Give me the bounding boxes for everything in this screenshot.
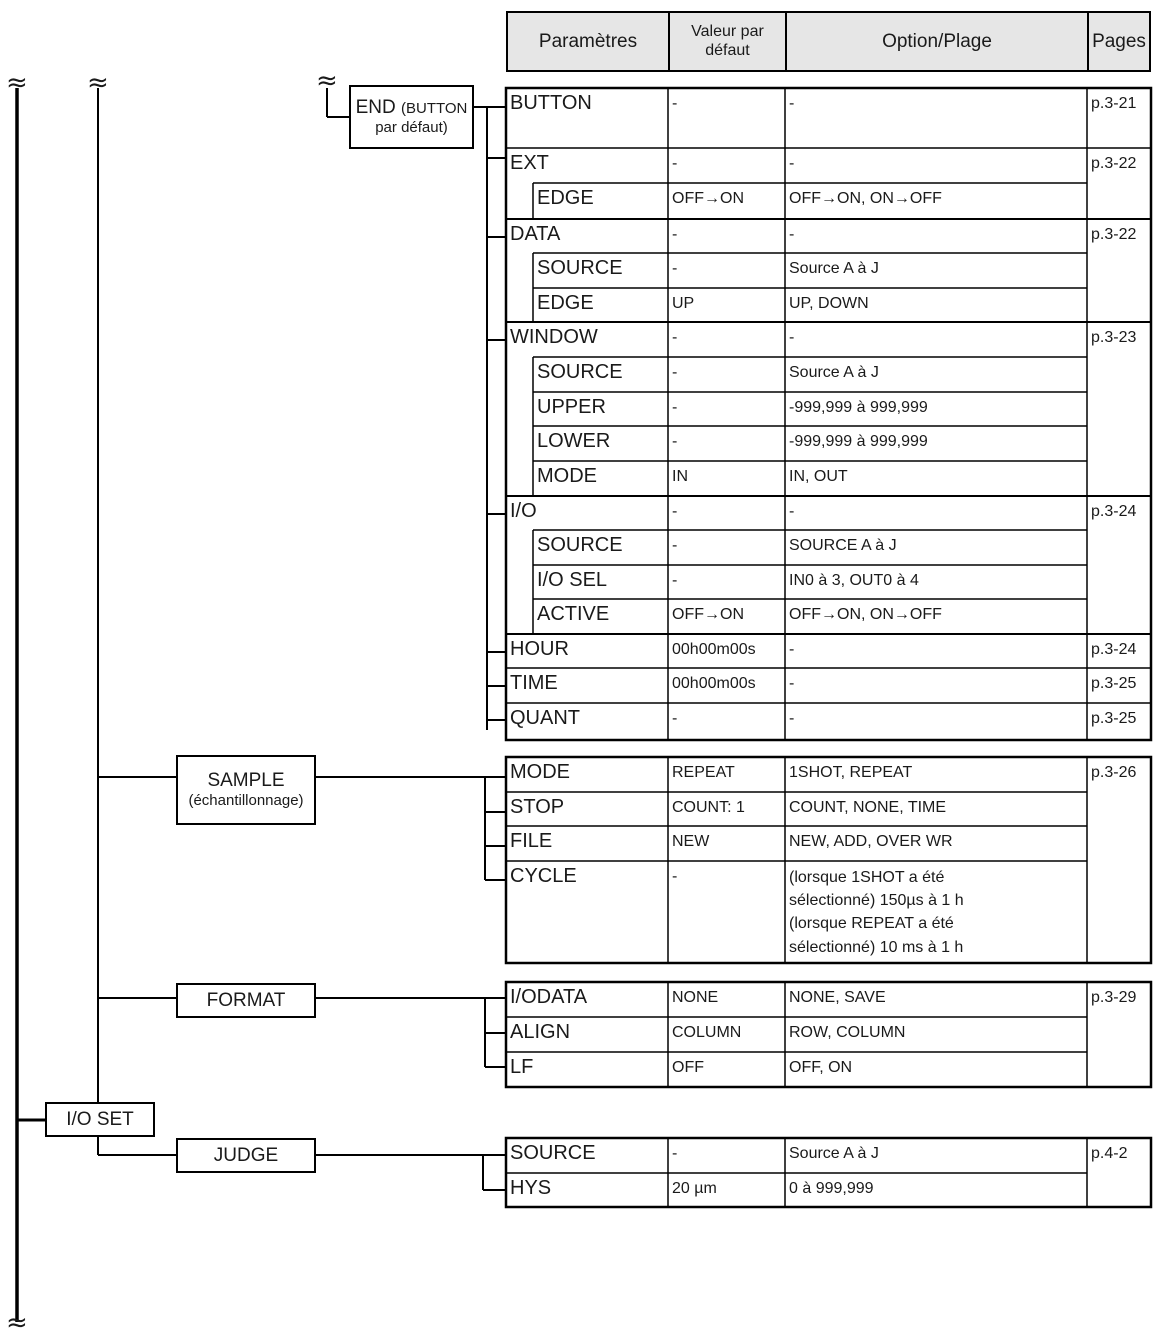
default-cell: COUNT: 1 bbox=[672, 799, 745, 816]
page-cell: p.3-22 bbox=[1091, 226, 1137, 243]
option-cell: Source A à J bbox=[789, 364, 879, 381]
default-cell: 00h00m00s bbox=[672, 641, 756, 658]
default-cell: 00h00m00s bbox=[672, 675, 756, 692]
default-cell: - bbox=[672, 155, 678, 172]
param-cell: UPPER bbox=[537, 396, 606, 418]
end-node-box bbox=[349, 85, 474, 149]
param-cell: EDGE bbox=[537, 292, 594, 314]
page-cell: p.3-26 bbox=[1091, 764, 1137, 781]
default-cell: NEW bbox=[672, 833, 710, 850]
default-cell: - bbox=[672, 572, 678, 589]
header-default-line2: défaut bbox=[705, 41, 750, 59]
default-cell: - bbox=[672, 1145, 678, 1162]
option-cell: - bbox=[789, 503, 795, 520]
default-cell: OFF→ON bbox=[672, 190, 744, 207]
param-cell: CYCLE bbox=[510, 865, 577, 887]
end-node-line1 bbox=[356, 97, 468, 119]
page-cell: p.3-29 bbox=[1091, 989, 1137, 1006]
option-line: (lorsque REPEAT a été bbox=[789, 915, 954, 933]
option-line: (lorsque 1SHOT a été bbox=[789, 869, 945, 886]
sample-node-note: (échantillonnage) bbox=[188, 792, 304, 810]
end-node-label: END bbox=[355, 97, 396, 119]
default-cell: - bbox=[672, 364, 678, 381]
option-cell: IN, OUT bbox=[789, 468, 848, 485]
option-cell: - bbox=[789, 95, 795, 112]
default-cell: 20 µm bbox=[672, 1180, 717, 1197]
option-cell: - bbox=[789, 710, 795, 727]
param-cell: SOURCE bbox=[537, 534, 623, 556]
option-cell: Source A à J bbox=[789, 1145, 879, 1162]
option-cell: 0 à 999,999 bbox=[789, 1180, 874, 1197]
option-cell: NEW, ADD, OVER WR bbox=[789, 833, 953, 850]
default-cell: - bbox=[672, 226, 678, 243]
option-cell: OFF→ON, ON→OFF bbox=[789, 606, 942, 623]
param-cell: TIME bbox=[510, 672, 558, 694]
option-cell: - bbox=[789, 226, 795, 243]
param-cell: BUTTON bbox=[510, 92, 592, 114]
header-pages: Pages bbox=[1087, 11, 1151, 72]
page-cell: p.3-25 bbox=[1091, 710, 1137, 727]
option-line: sélectionné) 10 ms à 1 h bbox=[789, 938, 964, 956]
option-cell: -999,999 à 999,999 bbox=[789, 433, 928, 450]
option-cell: - bbox=[789, 329, 795, 346]
break-symbol-icon: ≈ bbox=[316, 66, 338, 96]
param-cell: ALIGN bbox=[510, 1021, 571, 1043]
default-cell: - bbox=[672, 399, 678, 416]
option-cell: SOURCE A à J bbox=[789, 537, 897, 554]
option-cell: - bbox=[789, 641, 795, 658]
param-cell: DATA bbox=[510, 223, 561, 245]
option-cell: Source A à J bbox=[789, 260, 879, 277]
default-cell: UP bbox=[672, 295, 695, 312]
sample-node-label: SAMPLE bbox=[207, 770, 285, 792]
option-cell: OFF, ON bbox=[789, 1059, 853, 1076]
default-cell: OFF→ON bbox=[672, 606, 744, 623]
page-cell: p.4-2 bbox=[1091, 1145, 1128, 1162]
default-cell: - bbox=[672, 868, 678, 885]
default-cell: NONE bbox=[672, 989, 719, 1006]
param-cell: HYS bbox=[510, 1177, 552, 1199]
page-cell: p.3-24 bbox=[1091, 641, 1137, 658]
param-cell: SOURCE bbox=[537, 257, 623, 279]
page-cell: p.3-22 bbox=[1091, 155, 1137, 172]
param-cell: LOWER bbox=[537, 430, 611, 452]
page-cell: p.3-25 bbox=[1091, 675, 1137, 692]
default-cell: - bbox=[672, 537, 678, 554]
param-cell: I/O bbox=[510, 500, 537, 522]
option-cell: - bbox=[789, 675, 795, 692]
option-cell: UP, DOWN bbox=[789, 295, 869, 312]
page-cell: p.3-23 bbox=[1091, 329, 1137, 346]
default-cell: COLUMN bbox=[672, 1024, 742, 1041]
default-cell: - bbox=[672, 503, 678, 520]
param-cell: EDGE bbox=[537, 187, 594, 209]
param-cell: MODE bbox=[510, 761, 570, 783]
param-cell: I/O SEL bbox=[537, 569, 608, 591]
param-cell: HOUR bbox=[510, 638, 569, 660]
default-cell: - bbox=[672, 260, 678, 277]
param-cell: FILE bbox=[510, 830, 553, 852]
option-cell: OFF→ON, ON→OFF bbox=[789, 190, 942, 207]
param-cell: ACTIVE bbox=[537, 603, 610, 625]
option-line: sélectionné) 150µs à 1 h bbox=[789, 892, 964, 910]
param-cell: I/ODATA bbox=[510, 986, 588, 1008]
header-option-range: Option/Plage bbox=[785, 11, 1087, 72]
default-cell: IN bbox=[672, 468, 688, 485]
option-cell: COUNT, NONE, TIME bbox=[789, 799, 947, 816]
end-node-note-line2: par défaut) bbox=[375, 119, 448, 137]
param-cell: SOURCE bbox=[510, 1142, 596, 1164]
default-cell: REPEAT bbox=[672, 764, 735, 781]
io-set-root-box: I/O SET bbox=[45, 1102, 155, 1137]
default-cell: - bbox=[672, 433, 678, 450]
param-cell: STOP bbox=[510, 796, 565, 818]
param-cell: QUANT bbox=[510, 707, 580, 729]
option-cell: -999,999 à 999,999 bbox=[789, 399, 928, 416]
page-cell: p.3-24 bbox=[1091, 503, 1137, 520]
option-cell: 1SHOT, REPEAT bbox=[789, 764, 913, 781]
option-cell-multiline bbox=[785, 861, 1087, 959]
format-node-box: FORMAT bbox=[176, 983, 316, 1018]
header-parameters: Paramètres bbox=[506, 11, 668, 72]
option-cell: ROW, COLUMN bbox=[789, 1024, 906, 1041]
default-cell: - bbox=[672, 710, 678, 727]
break-symbol-icon: ≈ bbox=[6, 68, 28, 98]
option-cell: IN0 à 3, OUT0 à 4 bbox=[789, 572, 919, 589]
end-node-note: (BUTTON bbox=[401, 100, 468, 118]
header-default-line1: Valeur par bbox=[691, 23, 764, 41]
default-cell: - bbox=[672, 95, 678, 112]
break-symbol-icon: ≈ bbox=[87, 68, 109, 98]
param-cell: EXT bbox=[510, 152, 549, 174]
param-cell: LF bbox=[510, 1056, 534, 1078]
param-cell: WINDOW bbox=[510, 326, 598, 348]
param-cell: SOURCE bbox=[537, 361, 623, 383]
break-symbol-icon: ≈ bbox=[6, 1308, 28, 1338]
option-cell: - bbox=[789, 155, 795, 172]
param-cell: MODE bbox=[537, 465, 597, 487]
page-cell: p.3-21 bbox=[1091, 95, 1137, 112]
default-cell: OFF bbox=[672, 1059, 704, 1076]
judge-node-box: JUDGE bbox=[176, 1138, 316, 1173]
header-default-value bbox=[668, 11, 785, 72]
default-cell: - bbox=[672, 329, 678, 346]
option-cell: NONE, SAVE bbox=[789, 989, 886, 1006]
sample-node-box bbox=[176, 755, 316, 825]
